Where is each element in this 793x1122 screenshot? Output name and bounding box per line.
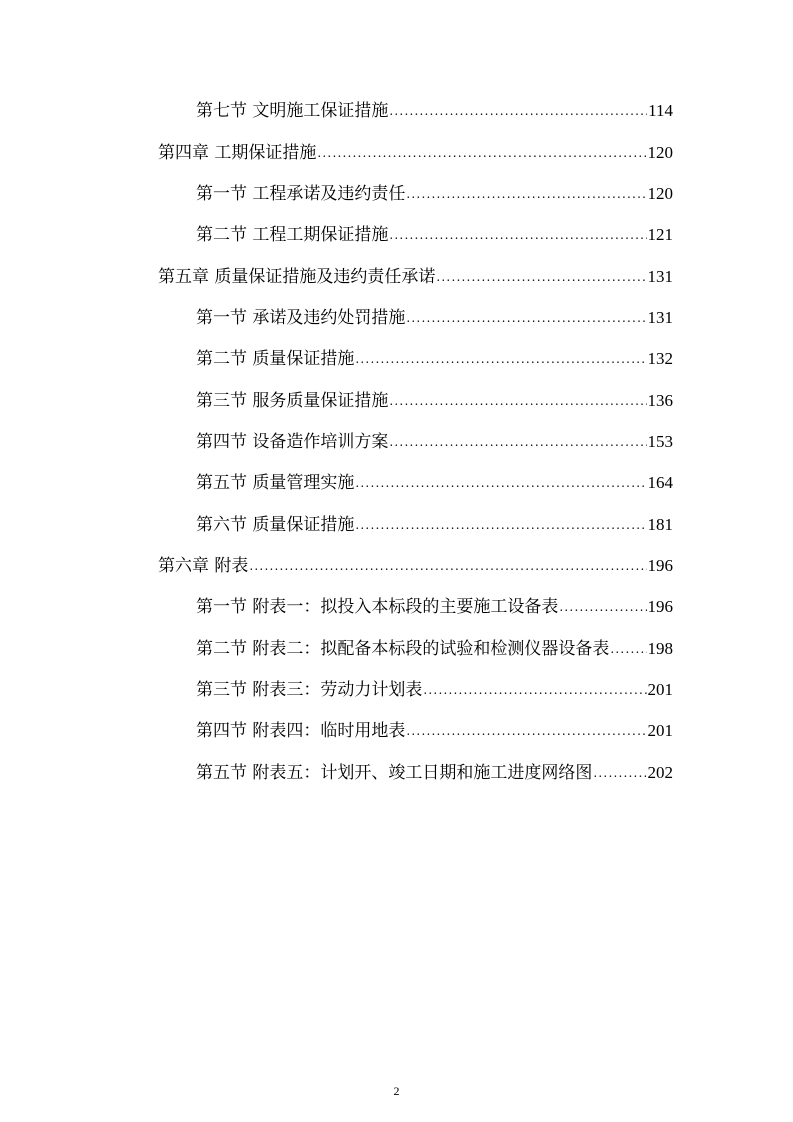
toc-entry-page: 121 <box>647 225 673 244</box>
dot-leader <box>389 435 646 453</box>
dot-leader <box>317 146 646 164</box>
toc-entry-page: 196 <box>647 597 673 616</box>
toc-entry-page: 198 <box>647 639 673 658</box>
toc-entry-title: 第二节 质量保证措施 <box>196 349 355 369</box>
toc-entry-title: 第二节 工程工期保证措施 <box>196 225 389 245</box>
toc-entry-page: 131 <box>647 267 673 286</box>
toc-entry[interactable] <box>158 551 673 577</box>
toc-entry[interactable] <box>196 179 673 205</box>
toc-entry[interactable] <box>196 220 673 246</box>
dot-leader <box>436 270 646 288</box>
dot-leader <box>559 600 646 618</box>
dot-leader <box>593 766 646 784</box>
toc-entry-page: 120 <box>647 143 673 162</box>
toc-entry-title: 第三节 附表三：劳动力计划表 <box>196 680 423 700</box>
toc-entry-page: 132 <box>647 349 673 368</box>
toc-entry-page: 201 <box>647 680 673 699</box>
toc-entry-page: 181 <box>647 515 673 534</box>
toc-entry[interactable] <box>196 303 673 329</box>
toc-entry[interactable] <box>196 758 673 784</box>
toc-entry-title: 第一节 承诺及违约处罚措施 <box>196 308 406 328</box>
toc-entry-page: 120 <box>647 184 673 203</box>
dot-leader <box>389 394 646 412</box>
toc-entry[interactable] <box>196 468 673 494</box>
dot-leader <box>355 476 646 494</box>
dot-leader <box>389 228 646 246</box>
dot-leader <box>406 724 646 742</box>
dot-leader <box>406 311 646 329</box>
toc-entry[interactable] <box>196 96 673 122</box>
toc-entry-title: 第一节 附表一：拟投入本标段的主要施工设备表 <box>196 597 559 617</box>
toc-entry-title: 第六章 附表 <box>158 556 249 576</box>
toc-entry-page: 114 <box>648 101 673 120</box>
toc-entry[interactable] <box>196 716 673 742</box>
dot-leader <box>355 352 646 370</box>
toc-entry-title: 第五节 质量管理实施 <box>196 473 355 493</box>
toc-entry-page: 196 <box>647 556 673 575</box>
dot-leader <box>355 518 646 536</box>
dot-leader <box>610 642 646 660</box>
toc-entry-title: 第一节 工程承诺及违约责任 <box>196 184 406 204</box>
dot-leader <box>389 104 647 122</box>
toc-entry-title: 第五节 附表五：计划开、竣工日期和施工进度网络图 <box>196 763 593 783</box>
toc-entry-title: 第七节 文明施工保证措施 <box>196 101 389 121</box>
toc-entry-page: 131 <box>647 308 673 327</box>
toc-entry[interactable] <box>196 510 673 536</box>
toc-entry-title: 第四节 设备造作培训方案 <box>196 432 389 452</box>
toc-entry[interactable] <box>196 427 673 453</box>
toc-entry-title: 第二节 附表二：拟配备本标段的试验和检测仪器设备表 <box>196 639 610 659</box>
toc-entry[interactable] <box>196 675 673 701</box>
toc-entry-title: 第六节 质量保证措施 <box>196 515 355 535</box>
dot-leader <box>249 559 646 577</box>
toc-entry-title: 第三节 服务质量保证措施 <box>196 391 389 411</box>
toc-entry-page: 164 <box>647 473 673 492</box>
toc-entry-page: 153 <box>647 432 673 451</box>
toc-entry[interactable] <box>196 344 673 370</box>
toc-entry[interactable] <box>196 634 673 660</box>
page-number: 2 <box>393 1084 400 1098</box>
toc-entry-title: 第五章 质量保证措施及违约责任承诺 <box>158 267 436 287</box>
toc-entry-page: 202 <box>647 763 673 782</box>
toc-entry[interactable] <box>196 592 673 618</box>
toc-entry[interactable] <box>196 386 673 412</box>
toc-entry-page: 201 <box>647 721 673 740</box>
toc-entry[interactable] <box>158 262 673 288</box>
toc-entry[interactable] <box>158 138 673 164</box>
toc-entry-page: 136 <box>647 391 673 410</box>
dot-leader <box>423 683 646 701</box>
toc-entry-title: 第四章 工期保证措施 <box>158 143 317 163</box>
toc-entry-title: 第四节 附表四：临时用地表 <box>196 721 406 741</box>
dot-leader <box>406 187 646 205</box>
